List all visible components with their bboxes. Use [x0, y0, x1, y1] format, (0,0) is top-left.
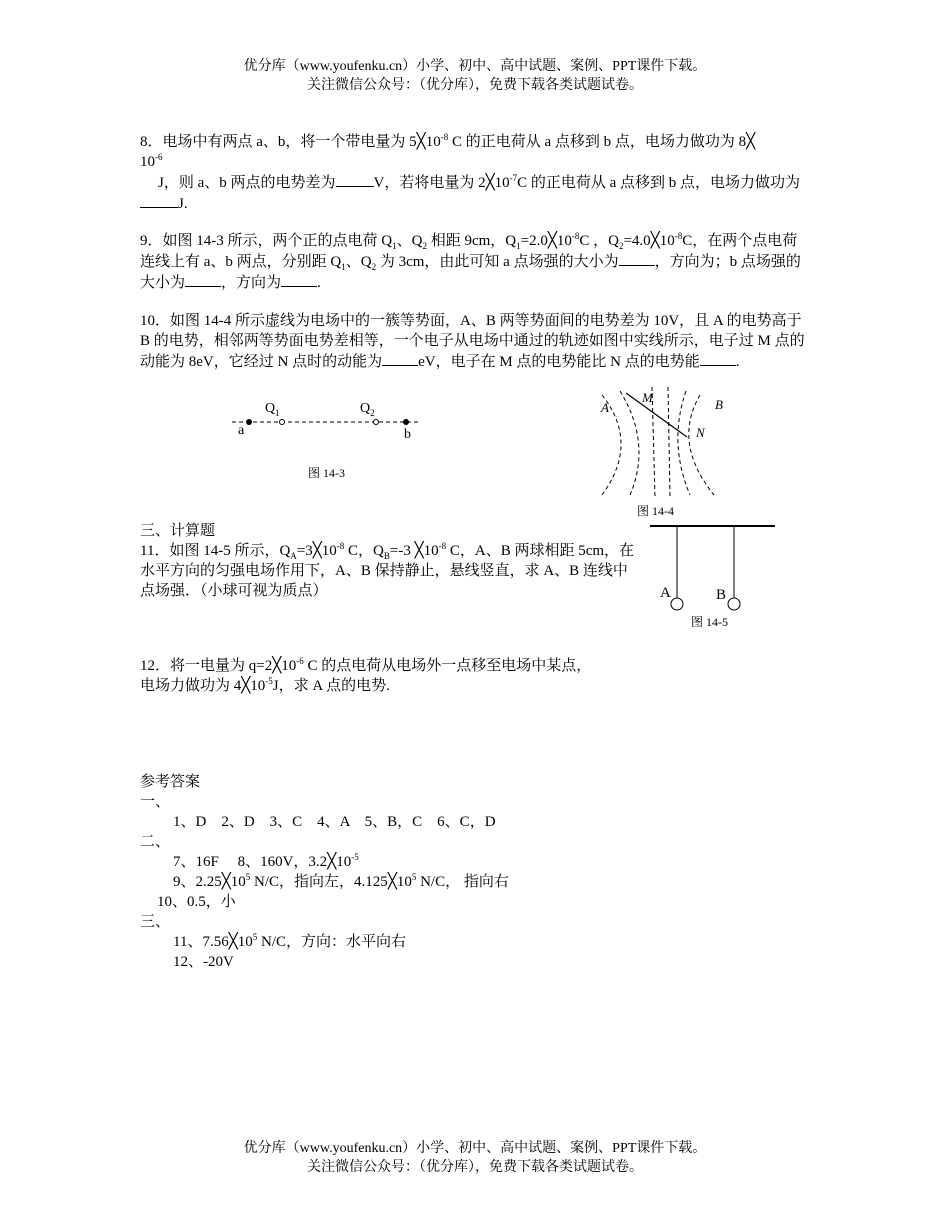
label-q2: $Q_2$ — [360, 401, 375, 418]
answer-section-1: 一、 — [140, 794, 171, 810]
label-q1: $Q_1$ — [265, 401, 280, 418]
blank-9a — [619, 251, 655, 266]
figure-14-3-drawing — [230, 398, 430, 448]
answer-title: 参考答案 — [140, 774, 201, 790]
label-b: b — [404, 427, 411, 442]
figure-14-3-caption: 图 14-3 — [308, 466, 345, 480]
question-9: 9．如图 14-3 所示，两个正的点电荷 $Q_1$、$Q_2$ 相距 9cm，$Q_1=2.0╳10^{-8}C$ ，$Q_2=4.0╳10^{-8}C$，在两个点电荷连线上有 a、b 两点，分别距 $Q_1$、$Q_2$ 为 3cm，由此可知 a 点场强的大小为 ，方向为；b 点场强的大小为 ，方向为 . — [140, 231, 801, 291]
figure-14-5 — [650, 520, 780, 635]
blank-10a — [382, 351, 418, 366]
figure-14-4-caption: 图 14-4 — [637, 504, 674, 518]
answer-line-2: 7、16F 8、160V，$3.2╳10^{-5}$ — [173, 852, 359, 870]
section-3-heading: 三、计算题 — [140, 523, 216, 539]
label-ball-A: A — [660, 585, 671, 601]
page-footer-line1: 优分库（www.youfenku.cn）小学、初中、高中试题、案例、PPT课件下载。 — [243, 1141, 707, 1156]
label-M: M — [642, 390, 653, 405]
figure-14-3 — [230, 398, 430, 488]
answer-line-3: 9、$2.25╳10^5$ N/C，指向左，$4.125╳10^5$ N/C， 指向右 — [173, 872, 509, 890]
blank-8b — [140, 193, 178, 208]
label-A: A — [601, 400, 609, 415]
page-header-line2: 关注微信公众号：（优分库），免费下载各类试题试卷。 — [307, 78, 643, 93]
answer-line-4: 10、0.5，小 — [157, 894, 236, 910]
question-12: 12．将一电量为 $q=2╳10^{-6}$ C 的点电荷从电场外一点移至电场中某点， 电场力做功为 $4╳10^{-5}J$，求 A 点的电势. — [140, 656, 592, 694]
page-footer-line2: 关注微信公众号：（优分库），免费下载各类试题试卷。 — [307, 1160, 643, 1175]
answer-line-6: 12、-20V — [173, 954, 234, 970]
answer-section-3: 三、 — [140, 914, 171, 930]
blank-9b — [185, 272, 221, 287]
blank-8a — [336, 172, 374, 187]
label-B: B — [715, 397, 723, 412]
figure-14-5-caption: 图 14-5 — [691, 615, 728, 629]
answer-line-5: 11、$7.56╳10^5$ N/C，方向：水平向右 — [173, 932, 406, 950]
label-a: a — [238, 423, 245, 438]
page-header-line1: 优分库（www.youfenku.cn）小学、初中、高中试题、案例、PPT课件下载。 — [243, 59, 707, 74]
blank-10b — [700, 351, 736, 366]
label-N: N — [696, 425, 705, 440]
answer-section-2: 二、 — [140, 834, 171, 850]
label-ball-B: B — [716, 587, 727, 603]
answer-key — [140, 772, 509, 972]
question-8: 8．电场中有两点 a、b，将一个带电量为 $5╳10^{-8}$ C 的正电荷从 a 点移到 b 点，电场力做功为 8╳ $10^{-6}$ J，则 a、b 两点的电势差为 V，若将电量为 $2╳10^{-7}C$ 的正电荷从 a 点移到 b 点，电场力做功为J. — [140, 132, 801, 212]
answer-line-1: 1、D 2、D 3、C 4、A 5、B，C 6、C，D — [173, 814, 496, 830]
question-10: 10．如图 14-4 所示虚线为电场中的一簇等势面，A、B 两等势面间的电势差为 10V，且 A 的电势高于 B 的电势，相邻两等势面电势差相等，一个电子从电场中通过的轨迹如图中实线所示，电子过 M 点的动能为 8eV，它经过 N 点时的动能为 eV，电子在 M 点的电势能比 N 点的电势能 . — [140, 313, 805, 370]
blank-9c — [281, 272, 317, 287]
figure-14-4 — [590, 385, 740, 520]
question-11: 11．如图 14-5 所示，$Q_A=3╳10^{-8}$ C，$Q_B=-3$ $╳10^{-8}$ C，A、B 两球相距 5cm，在水平方向的匀强电场作用下，A、B 保持静止，悬线竖直，求 A、B 连线中点场强．（小球可视为质点） — [140, 541, 635, 599]
